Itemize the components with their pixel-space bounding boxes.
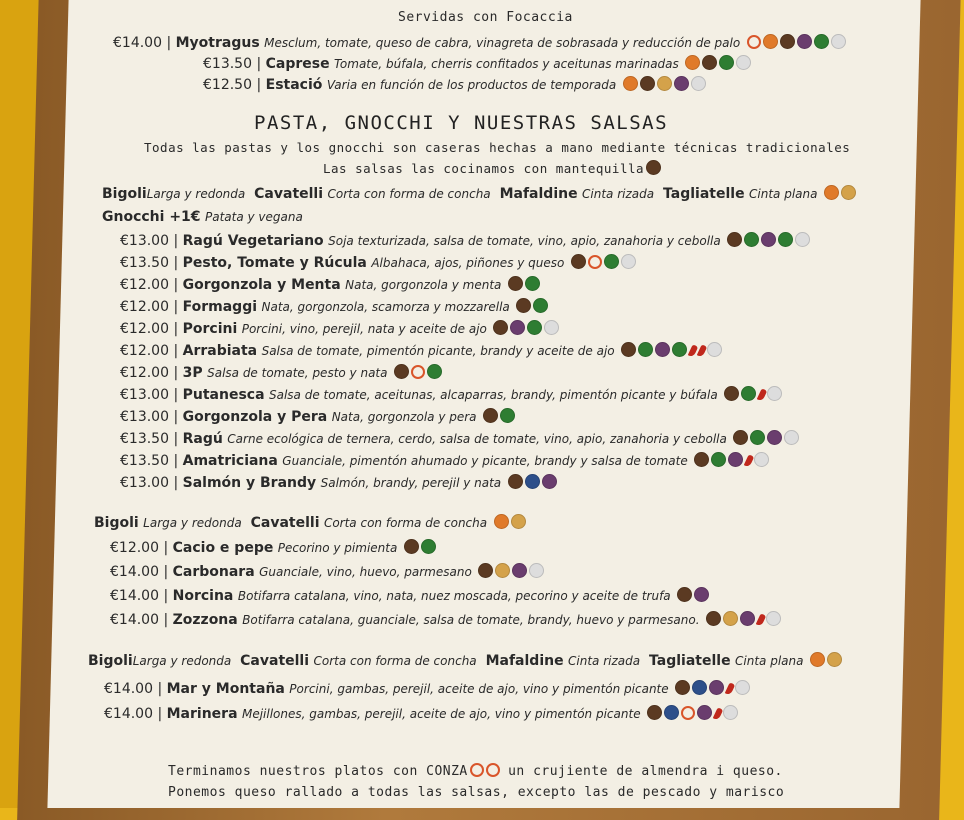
menu-item: €12.00 | Gorgonzola y Menta Nata, gorgonzola y menta xyxy=(120,276,540,293)
pasta-shapes: BigoliLarga y redonda Cavatelli Corta con forma de concha Mafaldine Cinta rizada Tagliatelle Cinta plana xyxy=(88,652,842,669)
allergen-icon xyxy=(824,185,839,200)
allergen-icon xyxy=(747,35,761,49)
allergen-icon xyxy=(814,34,829,49)
menu-item: €14.00 | Myotragus Mesclum, tomate, queso de cabra, vinagreta de sobrasada y reducción de palo xyxy=(113,34,846,51)
allergen-icon xyxy=(702,55,717,70)
garlic-icon xyxy=(831,34,846,49)
menu-item: €14.00 | Marinera Mejillones, gambas, perejil, aceite de ajo, vino y pimentón picante xyxy=(104,705,738,722)
gnocchi-line: Gnocchi +1€ Patata y vegana xyxy=(102,209,303,225)
intro-text: Las salsas las cocinamos con mantequilla xyxy=(323,160,661,176)
section-title: PASTA, GNOCCHI Y NUESTRAS SALSAS xyxy=(254,112,669,134)
footer-note: Terminamos nuestros platos con CONZA un crujiente de almendra i queso. xyxy=(168,764,783,779)
menu-item: €12.00 | Formaggi Nata, gorgonzola, scamorza y mozzarella xyxy=(120,298,548,315)
conza-icon xyxy=(486,763,500,777)
butter-icon xyxy=(646,160,661,175)
menu-item: €12.00 | 3P Salsa de tomate, pesto y nata xyxy=(120,364,442,381)
menu-item: €13.00 | Ragú Vegetariano Soja texturizada, salsa de tomate, vino, apio, zanahoria y cebolla xyxy=(120,232,810,249)
allergen-icon xyxy=(674,76,689,91)
menu-item: €14.00 | Carbonara Guanciale, vino, huevo, parmesano xyxy=(110,563,544,580)
menu-paper xyxy=(47,0,920,808)
menu-item: €14.00 | Mar y Montaña Porcini, gambas, perejil, aceite de ajo, vino y pimentón picante xyxy=(104,680,750,697)
allergen-icon xyxy=(719,55,734,70)
pasta-shapes: Bigoli Larga y redonda Cavatelli Corta con forma de concha xyxy=(94,514,526,531)
menu-item: €12.00 | Arrabiata Salsa de tomate, pimentón picante, brandy y aceite de ajo xyxy=(120,342,722,359)
allergen-icon xyxy=(763,34,778,49)
allergen-icon xyxy=(623,76,638,91)
menu-item: €13.50 | Amatriciana Guanciale, pimentón ahumado y picante, brandy y salsa de tomate xyxy=(120,452,769,469)
menu-item: €12.00 | Porcini Porcini, vino, perejil, nata y aceite de ajo xyxy=(120,320,559,337)
allergen-icon xyxy=(797,34,812,49)
allergen-icon xyxy=(780,34,795,49)
allergen-icon xyxy=(685,55,700,70)
subtitle: Servidas con Focaccia xyxy=(398,10,573,25)
menu-item: €12.50 | Estació Varia en función de los productos de temporada xyxy=(203,76,706,93)
menu-item: €13.00 | Putanesca Salsa de tomate, aceitunas, alcaparras, brandy, pimentón picante y búfala xyxy=(120,386,782,403)
footer-note: Ponemos queso rallado a todas las salsas, excepto las de pescado y marisco xyxy=(168,785,785,800)
allergen-icon xyxy=(640,76,655,91)
garlic-icon xyxy=(736,55,751,70)
allergen-icon xyxy=(657,76,672,91)
garlic-icon xyxy=(691,76,706,91)
menu-item: €13.50 | Caprese Tomate, búfala, cherris confitados y aceitunas marinadas xyxy=(203,55,751,72)
menu-item: €13.00 | Salmón y Brandy Salmón, brandy, perejil y nata xyxy=(120,474,557,491)
menu-item: €13.50 | Ragú Carne ecológica de ternera, cerdo, salsa de tomate, vino, apio, zanahoria y cebolla xyxy=(120,430,799,447)
pasta-shapes: BigoliLarga y redonda Cavatelli Corta con forma de concha Mafaldine Cinta rizada Tagliatelle Cinta plana xyxy=(102,185,856,202)
conza-icon xyxy=(470,763,484,777)
intro-text: Todas las pastas y los gnocchi son caseras hechas a mano mediante técnicas tradicionales xyxy=(144,140,851,155)
menu-item: €13.50 | Pesto, Tomate y Rúcula Albahaca, ajos, piñones y queso xyxy=(120,254,636,271)
menu-item: €14.00 | Norcina Botifarra catalana, vino, nata, nuez moscada, pecorino y aceite de trufa xyxy=(110,587,709,604)
menu-item: €14.00 | Zozzona Botifarra catalana, guanciale, salsa de tomate, brandy, huevo y parmesano. xyxy=(110,611,781,628)
menu-item: €12.00 | Cacio e pepe Pecorino y pimienta xyxy=(110,539,436,556)
allergen-icon xyxy=(841,185,856,200)
menu-item: €13.00 | Gorgonzola y Pera Nata, gorgonzola y pera xyxy=(120,408,515,425)
